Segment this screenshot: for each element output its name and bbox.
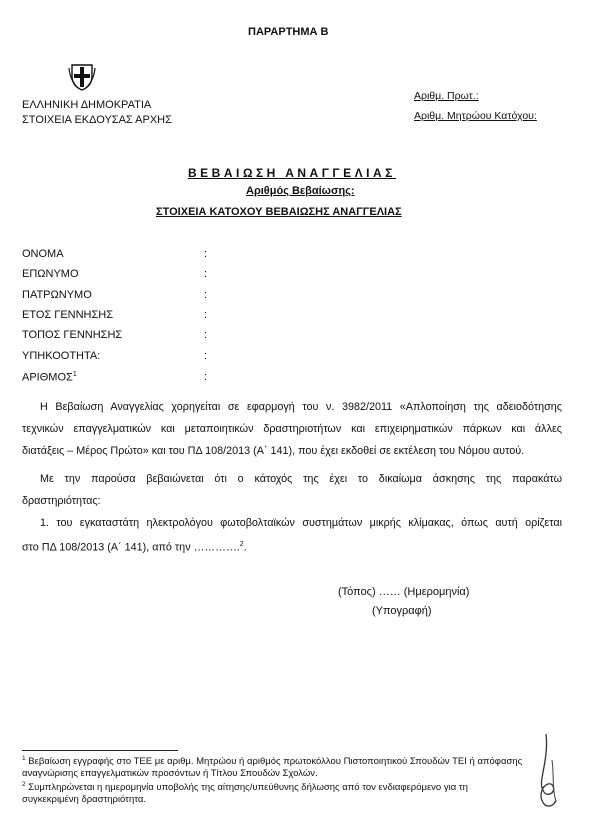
place-date-line: (Τόπος) …… (Ημερομηνία) <box>338 586 470 598</box>
paragraph-2-line-2: δραστηριότητας: <box>22 495 101 507</box>
field-colon: : <box>204 309 208 321</box>
paragraph-1-line-1: Η Βεβαίωση Αναγγελίας χορηγείται σε εφαρμογή του ν. 3982/2011 «Απλοποίηση της αδειοδότησης <box>40 401 562 413</box>
field-name-label: ΟΝΟΜΑ <box>22 248 64 260</box>
field-colon: : <box>204 289 208 301</box>
footnote-divider <box>22 750 178 751</box>
republic-label: ΕΛΛΗΝΙΚΗ ΔΗΜΟΚΡΑΤΙΑ <box>22 99 152 111</box>
activity-item-text: στο ΠΔ 108/2013 (Α΄ 141), από την …………. <box>22 541 240 554</box>
footnote-2-line-1 <box>22 781 468 793</box>
field-number-label <box>22 371 77 384</box>
paragraph-1-line-3: διατάξεις – Μέρος Πρώτο» και του ΠΔ 108/2013 (Α΄ 141), που έχει εκδοθεί σε εκτέλεση του Νόμου αυτού. <box>22 445 525 457</box>
activity-item-end: . <box>243 541 247 554</box>
footnote-1-text: Βεβαίωση εγγραφής στο ΤΕΕ με αριθμ. Μητρώου ή αριθμός πρωτοκόλλου Πιστοποιητικού Σπουδών ΤΕΙ ή απόφασης <box>28 756 523 768</box>
holder-register-number-label: Αριθμ. Μητρώου Κατόχου: <box>414 110 537 122</box>
activity-item-line-1: 1. του εγκαταστάτη ηλεκτρολόγου φωτοβολταϊκών συστημάτων μικρής κλίμακας, όπως αυτή ορίζεται <box>40 517 562 529</box>
field-surname-label: ΕΠΩΝΥΜΟ <box>22 268 79 280</box>
footnote-2-mark: 2 <box>22 781 26 788</box>
document-title: ΒΕΒΑΙΩΣΗ ΑΝΑΓΓΕΛΙΑΣ <box>188 166 396 180</box>
issuer-label: ΣΤΟΙΧΕΙΑ ΕΚΔΟΥΣΑΣ ΑΡΧΗΣ <box>22 114 172 126</box>
footnote-1-line-2: αναγνώρισης επαγγελματικών προσόντων ή Τίτλου Σπουδών Σχολών. <box>22 768 318 779</box>
field-nationality-label: ΥΠΗΚΟΟΤΗΤΑ: <box>22 350 101 362</box>
signature-label: (Υπογραφή) <box>372 605 432 617</box>
footnote-2-text: Συμπληρώνεται η ημερομηνία υποβολής της αίτησης/υπεύθυνης δήλωσης από τον ενδιαφερόμενο για τη <box>28 782 468 794</box>
paragraph-2-line-1: Με την παρούσα βεβαιώνεται ότι ο κάτοχός της έχει το δικαίωμα άσκησης της παρακάτω <box>40 473 562 485</box>
field-colon: : <box>204 371 208 383</box>
field-father-name-label: ΠΑΤΡΩΝΥΜΟ <box>22 289 92 301</box>
greek-coat-of-arms-icon <box>68 62 96 92</box>
footnote-2-line-2: συγκεκριμένη δραστηριότητα. <box>22 794 146 805</box>
field-colon: : <box>204 329 208 341</box>
field-birth-year-label: ΕΤΟΣ ΓΕΝΝΗΣΗΣ <box>22 309 114 321</box>
protocol-number-label: Αριθμ. Πρωτ.: <box>414 90 479 102</box>
certificate-number-label: Αριθμός Βεβαίωσης: <box>246 185 355 197</box>
field-colon: : <box>204 350 208 362</box>
activity-item-line-2 <box>22 534 247 559</box>
paragraph-1-line-2: τεχνικών επαγγελματικών και μεταποιητικών δραστηριοτήτων και επιχειρηματικών πάρκων και άλλες <box>22 423 562 435</box>
annex-title: ΠΑΡΑΡΤΗΜΑ Β <box>248 26 329 38</box>
footnote-ref-1: 1 <box>72 371 77 378</box>
footnote-1-line-1 <box>22 755 522 767</box>
section-title: ΣΤΟΙΧΕΙΑ ΚΑΤΟΧΟΥ ΒΕΒΑΙΩΣΗΣ ΑΝΑΓΓΕΛΙΑΣ <box>156 206 402 218</box>
footnote-ref-2: 2 <box>239 541 244 548</box>
field-birth-place-label: ΤΟΠΟΣ ΓΕΝΝΗΣΗΣ <box>22 329 123 341</box>
handwritten-signature <box>530 730 570 810</box>
footnote-1-mark: 1 <box>22 755 26 762</box>
field-colon: : <box>204 248 208 260</box>
field-colon: : <box>204 268 208 280</box>
field-number-text: ΑΡΙΘΜΟΣ <box>22 371 73 384</box>
